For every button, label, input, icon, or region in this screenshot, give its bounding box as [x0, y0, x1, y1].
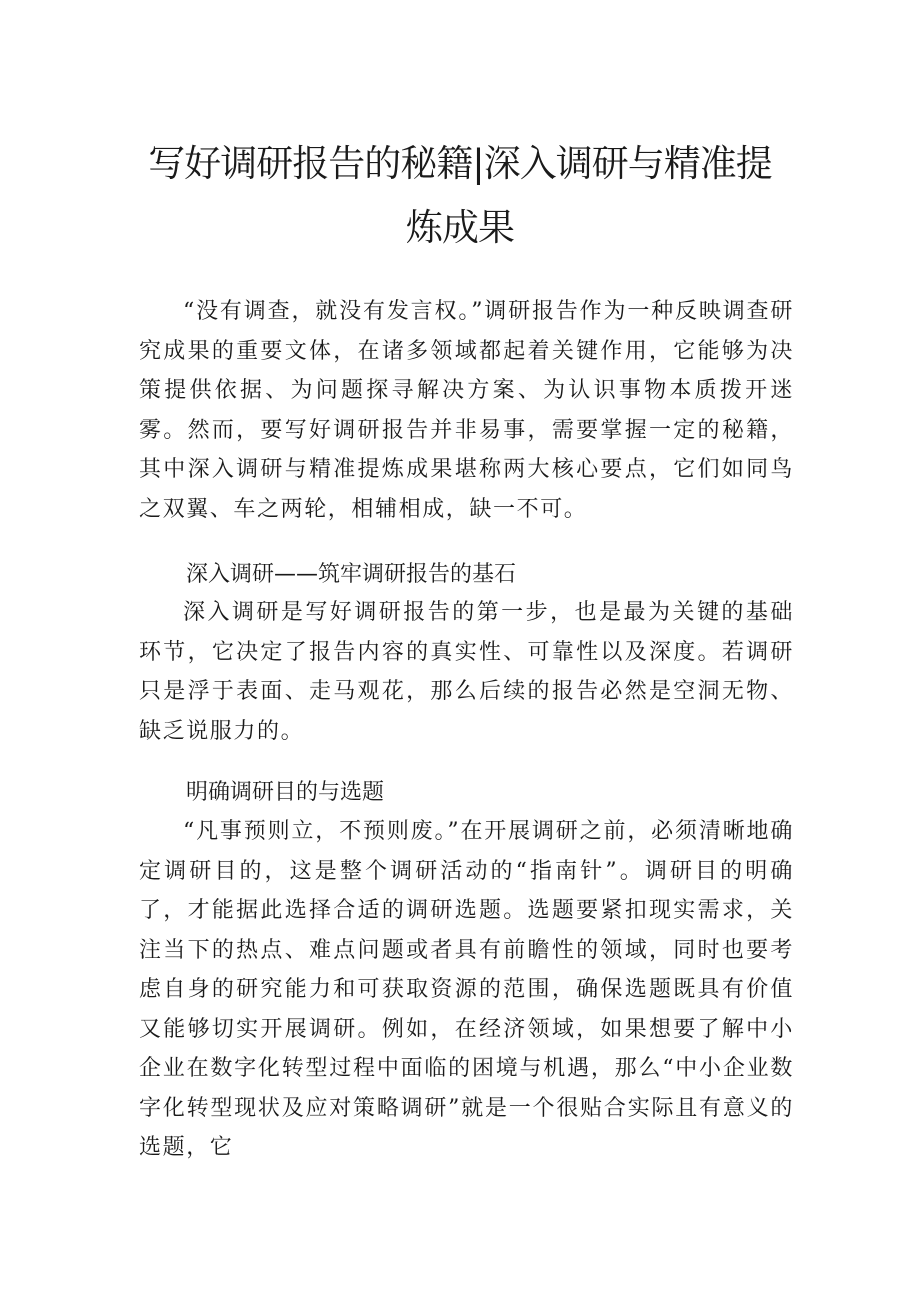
deep-research-paragraph: 深入调研是写好调研报告的第一步，也是最为关键的基础环节，它决定了报告内容的真实性、可靠性以及深度。若调研只是浮于表面、走马观花，那么后续的报告必然是空洞无物、缺乏说服力的。 [139, 600, 794, 744]
section-heading-deep-research: 深入调研——筑牢调研报告的基石 [186, 562, 517, 587]
section-heading-purpose-topic: 明确调研目的与选题 [186, 780, 385, 805]
purpose-topic-paragraph: “凡事预则立，不预则废。”在开展调研之前，必须清晰地确定调研目的，这是整个调研活动的“指南针”。调研目的明确了，才能据此选择合适的调研选题。选题要紧扣现实需求，关注当下的热点、难点问题或者具有前瞻性的领域，同时也要考虑自身的研究能力和可获取资源的范围，确保选题既具有价值又能够切实开展调研。例如，在经济领域，如果想要了解中小企业在数字化转型过程中面临的困境与机遇，那么“中小企业数字化转型现状及应对策略调研”就是一个很贴合实际且有意义的选题，它 [139, 819, 794, 1160]
document-title-line-1: 写好调研报告的秘籍|深入调研与精准提 [148, 142, 772, 185]
document-title-line-2: 炼成果 [406, 206, 514, 249]
intro-paragraph: “没有调查，就没有发言权。”调研报告作为一种反映调查研究成果的重要文体，在诸多领域都起着关键作用，它能够为决策提供依据、为问题探寻解决方案、为认识事物本质拨开迷雾。然而，要写好调研报告并非易事，需要掌握一定的秘籍，其中深入调研与精准提炼成果堪称两大核心要点，它们如同鸟之双翼、车之两轮，相辅相成，缺一不可。 [139, 299, 794, 522]
